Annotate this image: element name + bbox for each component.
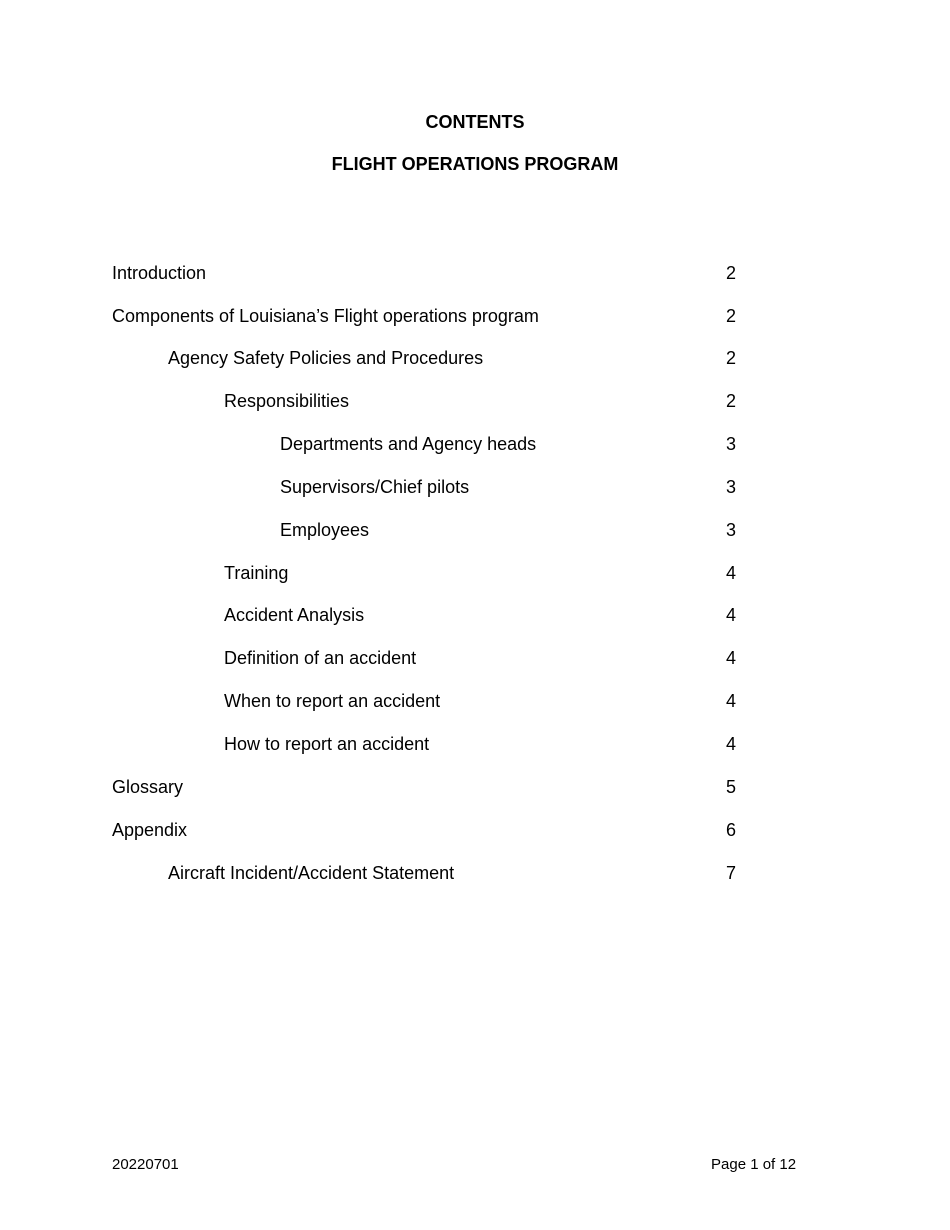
toc-entry[interactable] [0,561,950,585]
toc-entry-label: Responsibilities [224,391,350,411]
toc-entry-page: 3 [726,520,737,540]
toc-entry-label: Employees [280,520,370,540]
toc-entry-page: 2 [726,263,737,283]
toc-entry[interactable] [0,646,950,670]
toc-entry[interactable] [0,732,950,756]
toc-entry-label: Components of Louisiana’s Flight operations program [112,306,539,326]
toc-entry[interactable] [0,818,950,842]
toc-entry-label: Departments and Agency heads [280,434,537,454]
toc-entry-page: 5 [726,777,737,797]
toc-entry-label: Agency Safety Policies and Procedures [168,348,484,368]
page-title: CONTENTS [425,112,525,132]
toc-entry-label: Appendix [112,820,188,840]
toc-entry[interactable] [0,603,950,627]
toc-entry-page: 4 [726,605,737,625]
toc-entry[interactable] [0,689,950,713]
toc-entry-label: Definition of an accident [224,648,417,668]
footer-page-number: Page 1 of 12 [711,1156,797,1173]
toc-entry[interactable] [0,861,950,885]
document-subtitle: FLIGHT OPERATIONS PROGRAM [331,154,619,174]
toc-entry-label: Glossary [112,777,184,797]
toc-entry-label: How to report an accident [224,734,430,754]
toc-entry-label: Training [224,563,289,583]
toc-entry-label: Accident Analysis [224,605,365,625]
toc-entry[interactable] [0,389,950,413]
toc-entry-page: 4 [726,691,737,711]
toc-entry-label: Supervisors/Chief pilots [280,477,470,497]
toc-entry[interactable] [0,346,950,370]
toc-entry-page: 3 [726,477,737,497]
toc-entry-label: Aircraft Incident/Accident Statement [168,863,455,883]
toc-entry-page: 2 [726,348,737,368]
toc-entry-page: 2 [726,391,737,411]
toc-entry[interactable] [0,475,950,499]
toc-entry-label: When to report an accident [224,691,441,711]
toc-entry-page: 2 [726,306,737,326]
toc-entry-label: Introduction [112,263,207,283]
toc-entry-page: 7 [726,863,737,883]
toc-entry[interactable] [0,304,950,328]
toc-entry-page: 4 [726,563,737,583]
toc-entry-page: 4 [726,648,737,668]
toc-entry-page: 4 [726,734,737,754]
toc-entry-page: 3 [726,434,737,454]
toc-entry[interactable] [0,432,950,456]
toc-entry-page: 6 [726,820,737,840]
toc-entry[interactable] [0,261,950,285]
footer-document-code: 20220701 [112,1156,179,1173]
toc-entry[interactable] [0,518,950,542]
toc-entry[interactable] [0,775,950,799]
